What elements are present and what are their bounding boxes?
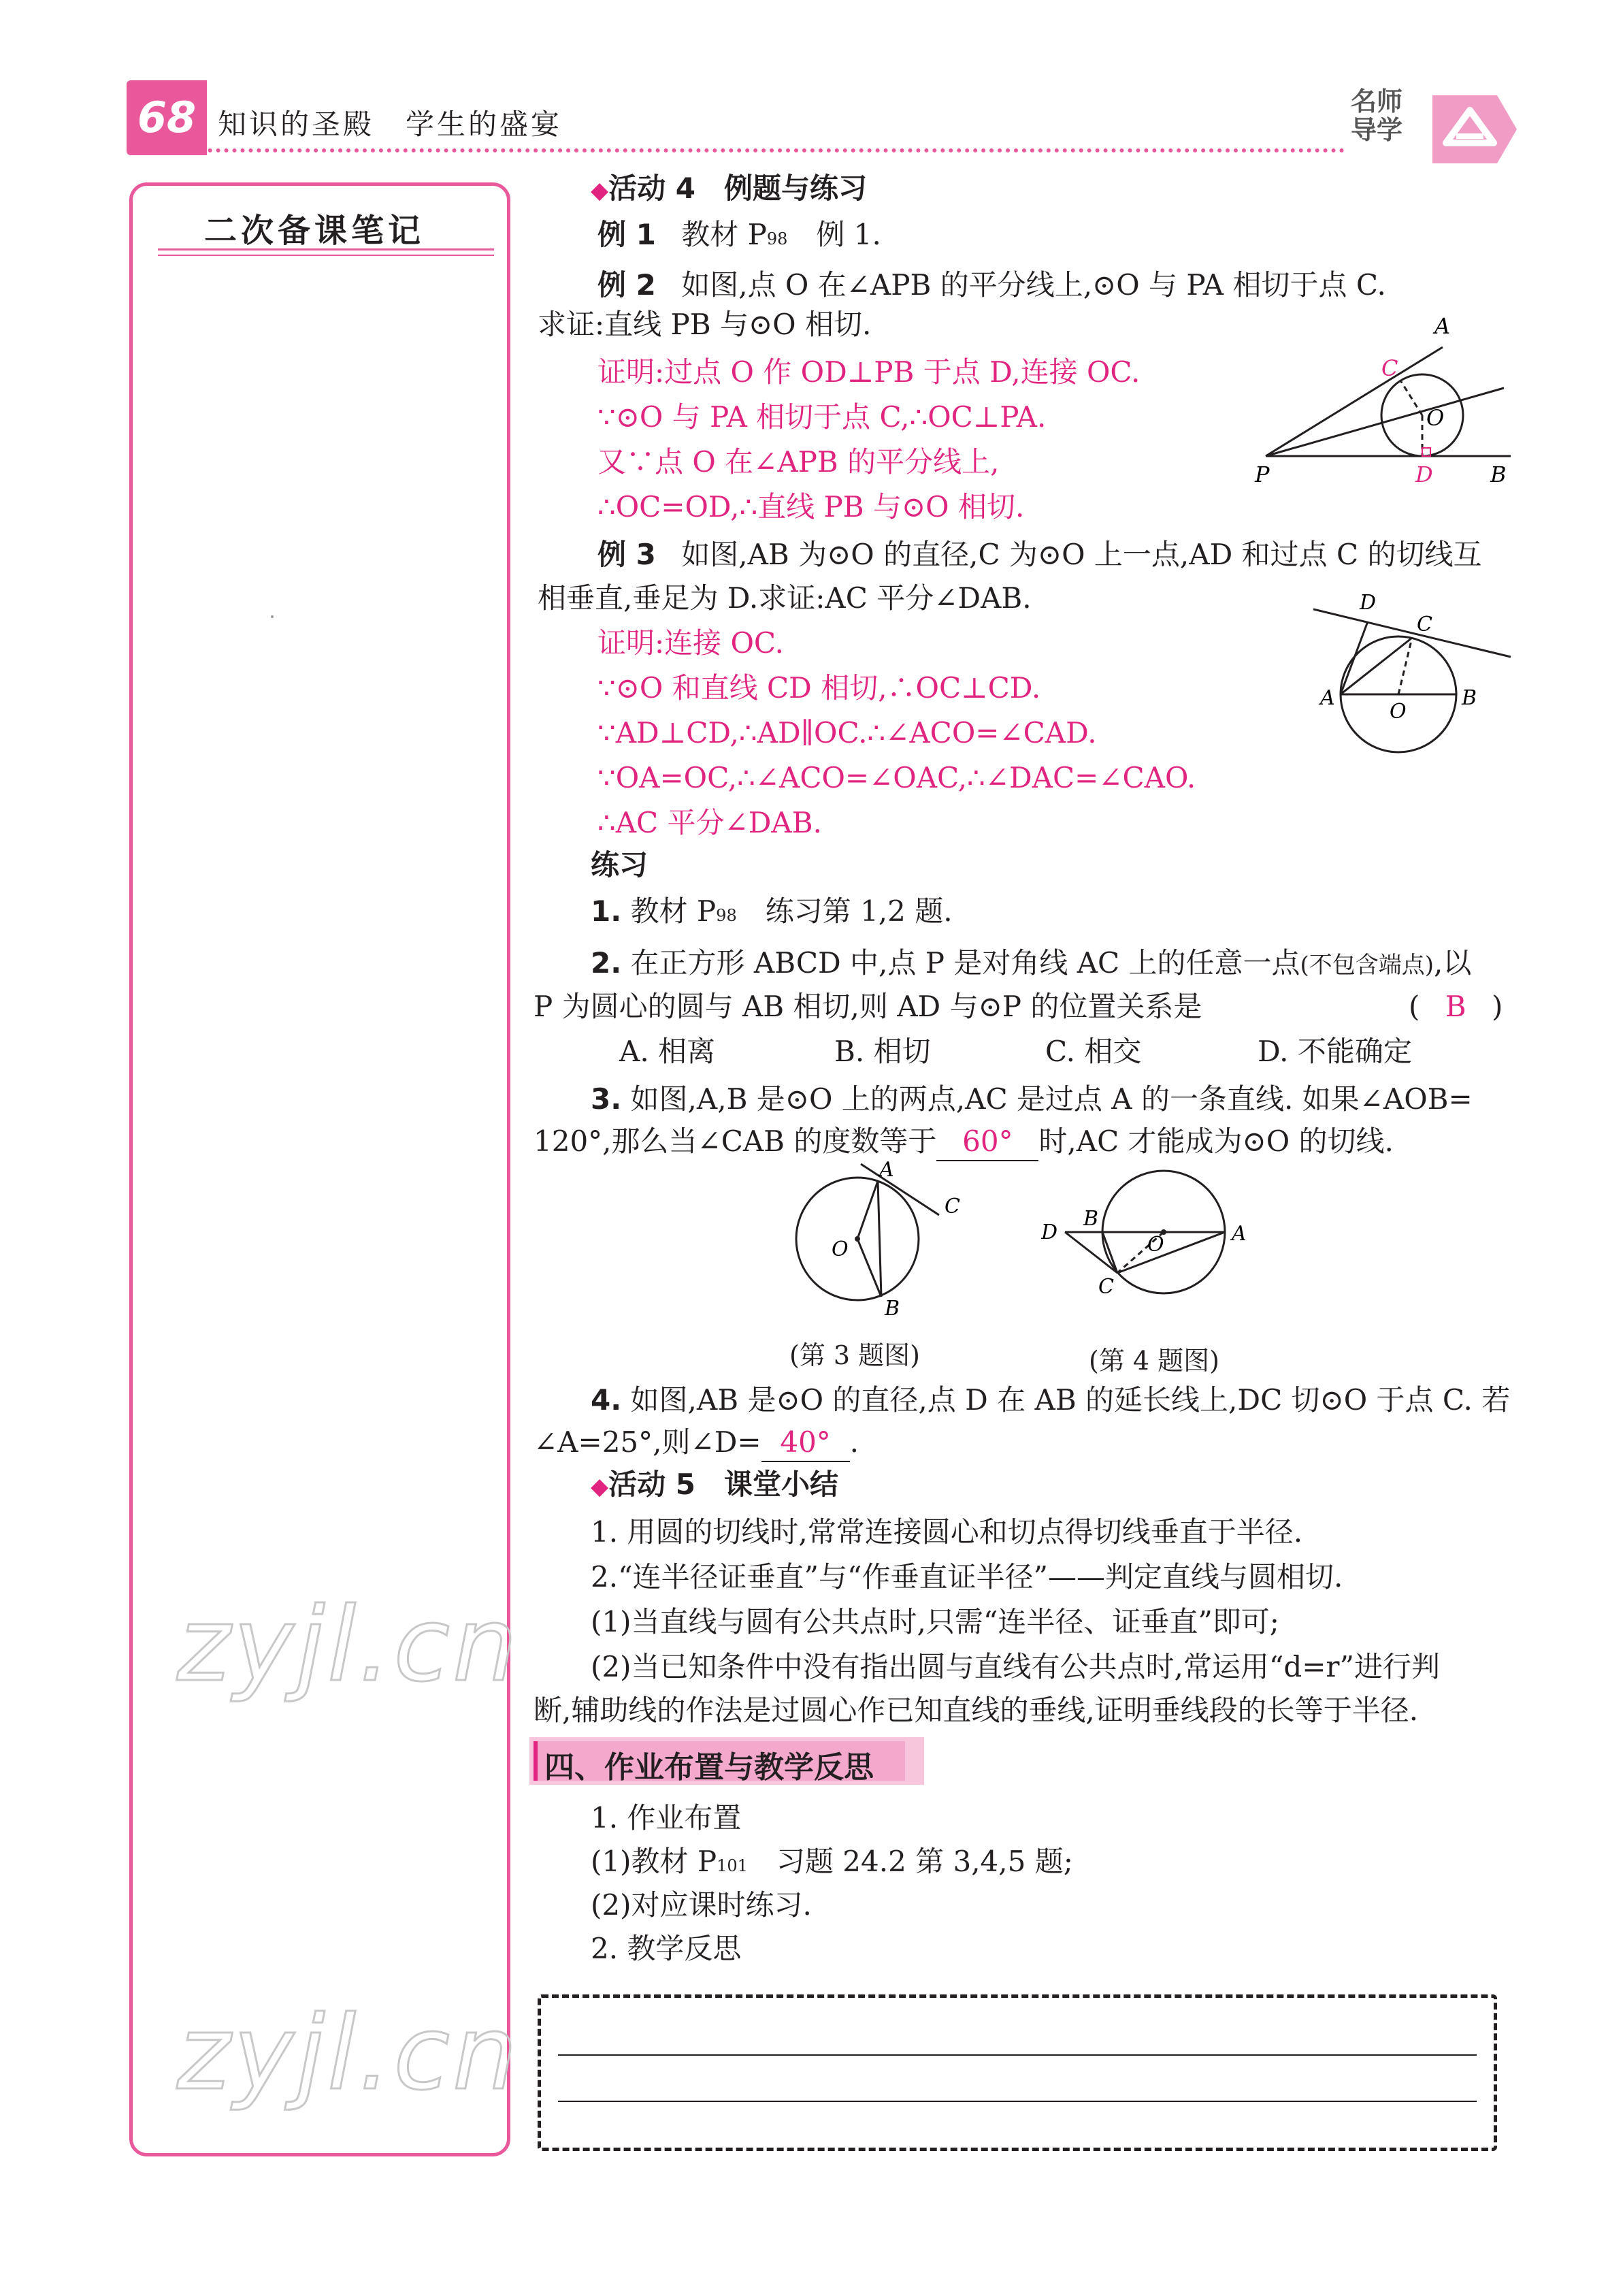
- q2-answer-bracket: ( B ): [1409, 990, 1503, 1023]
- diamond-bullet-icon: ◆: [591, 177, 609, 204]
- practice-q3-line1: 3. 如图,A,B 是⊙O 上的两点,AC 是过点 A 的一条直线. 如果∠AOB=: [591, 1082, 1473, 1116]
- practice-q1: 1. 教材 P98 练习第 1,2 题.: [591, 894, 953, 928]
- label-C: C: [1381, 355, 1398, 381]
- summary-item: 2.“连半径证垂直”与“作垂直证半径”——判定直线与圆相切.: [591, 1560, 1343, 1594]
- reflection-line: [558, 2054, 1477, 2056]
- label-B: B: [885, 1297, 900, 1321]
- q2-option: D. 不能确定: [1258, 1035, 1412, 1068]
- summary-item: 1. 用圆的切线时,常常连接圆心和切点得切线垂直于半径.: [591, 1515, 1303, 1549]
- label-D: D: [1415, 462, 1433, 487]
- example2-figure: [1245, 313, 1517, 497]
- activity4-heading: ◆活动 4 例题与练习: [591, 172, 868, 205]
- sidebar-title-underline: [158, 248, 494, 256]
- label-A: A: [1434, 313, 1451, 339]
- example3-proof-line: ∵⊙O 和直线 CD 相切,∴OC⊥CD.: [597, 671, 1041, 705]
- example2-line2: 求证:直线 PB 与⊙O 相切.: [538, 308, 872, 341]
- reflection-heading: 2. 教学反思: [591, 1932, 742, 1965]
- example2-proof-line: ∵⊙O 与 PA 相切于点 C,∴OC⊥PA.: [597, 400, 1047, 434]
- figure3-caption: (第 3 题图): [789, 1340, 920, 1370]
- brand-logo-icon: [1432, 95, 1517, 163]
- homework-item: (1)教材 P101 习题 24.2 第 3,4,5 题;: [591, 1845, 1073, 1878]
- practice-q4-line2: ∠A=25°,则∠D= 40° .: [534, 1424, 859, 1462]
- example1: 例 1 教材 P98 例 1.: [597, 218, 881, 251]
- example3-line2: 相垂直,垂足为 D.求证:AC 平分∠DAB.: [538, 581, 1032, 615]
- practice-q3-line2: 120°,那么当∠CAB 的度数等于 60° 时,AC 才能成为⊙O 的切线.: [534, 1123, 1394, 1161]
- stray-dot: [271, 615, 274, 618]
- q2-option: B. 相切: [834, 1035, 931, 1068]
- practice-q4-line1: 4. 如图,AB 是⊙O 的直径,点 D 在 AB 的延长线上,DC 切⊙O 于点 C. 若: [591, 1383, 1511, 1417]
- label-B: B: [1462, 686, 1477, 710]
- practice-heading: 练习: [591, 848, 649, 882]
- label-O: O: [1426, 405, 1445, 431]
- label-C: C: [1098, 1275, 1114, 1299]
- activity5-heading: ◆活动 5 课堂小结: [591, 1468, 839, 1501]
- example3-figure: [1313, 582, 1517, 759]
- label-D: D: [1360, 591, 1377, 615]
- q3-answer: 60°: [936, 1123, 1038, 1161]
- watermark: zyjl.cn: [177, 1586, 521, 1704]
- notes-sidebar: [129, 182, 510, 2156]
- label-O: O: [832, 1238, 849, 1261]
- practice-q2-line2: P 为圆心的圆与 AB 相切,则 AD 与⊙P 的位置关系是: [534, 990, 1202, 1023]
- example3-line1: 例 3 如图,AB 为⊙O 的直径,C 为⊙O 上一点,AD 和过点 C 的切线互: [597, 538, 1482, 571]
- section4-heading: 四、作业布置与教学反思: [544, 1750, 874, 1785]
- question4-figure: [1041, 1164, 1266, 1314]
- reflection-line: [558, 2101, 1477, 2102]
- summary-item: 断,辅助线的作法是过圆心作已知直线的垂线,证明垂线段的长等于半径.: [534, 1694, 1419, 1727]
- homework-item: (2)对应课时练习.: [591, 1888, 812, 1922]
- label-B: B: [1083, 1207, 1099, 1231]
- page-number: 68: [127, 80, 207, 155]
- homework-heading: 1. 作业布置: [591, 1801, 742, 1834]
- q2-option: C. 相交: [1045, 1035, 1142, 1068]
- summary-item: (1)当直线与圆有公共点时,只需“连半径、证垂直”即可;: [591, 1605, 1279, 1638]
- reflection-box: [538, 1994, 1497, 2151]
- label-D: D: [1041, 1220, 1058, 1244]
- example3-proof-line: 证明:连接 OC.: [597, 626, 784, 660]
- figure4-caption: (第 4 题图): [1089, 1346, 1219, 1376]
- label-P: P: [1255, 462, 1270, 487]
- sidebar-title: 二次备课笔记: [204, 212, 425, 250]
- label-O: O: [1147, 1233, 1164, 1257]
- example3-proof-line: ∵OA=OC,∴∠ACO=∠OAC,∴∠DAC=∠CAO.: [597, 761, 1196, 794]
- watermark: zyjl.cn: [177, 1994, 521, 2113]
- summary-item: (2)当已知条件中没有指出圆与直线有公共点时,常运用“d=r”进行判: [591, 1650, 1440, 1683]
- label-A: A: [879, 1158, 894, 1182]
- example3-proof-line: ∴AC 平分∠DAB.: [597, 806, 822, 839]
- label-B: B: [1490, 462, 1507, 487]
- header-slogan: 知识的圣殿 学生的盛宴: [218, 108, 563, 141]
- example2-line1: 例 2 如图,点 O 在∠APB 的平分线上,⊙O 与 PA 相切于点 C.: [597, 268, 1386, 302]
- diamond-bullet-icon: ◆: [591, 1473, 609, 1500]
- label-O: O: [1390, 700, 1407, 724]
- question3-figure: [783, 1157, 987, 1321]
- label-C: C: [945, 1195, 960, 1218]
- example2-proof-line: ∴OC=OD,∴直线 PB 与⊙O 相切.: [597, 490, 1025, 523]
- q2-option: A. 相离: [619, 1035, 716, 1068]
- example3-proof-line: ∵AD⊥CD,∴AD∥OC.∴∠ACO=∠CAD.: [597, 716, 1097, 749]
- q2-answer: B: [1445, 990, 1466, 1023]
- brand-name: 名师导学: [1351, 86, 1403, 145]
- practice-q2-line1: 2. 在正方形 ABCD 中,点 P 是对角线 AC 上的任意一点(不包含端点),以: [591, 946, 1472, 980]
- example2-proof-line: 证明:过点 O 作 OD⊥PB 于点 D,连接 OC.: [597, 355, 1141, 389]
- q4-answer: 40°: [761, 1424, 850, 1462]
- example2-proof-line: 又∵点 O 在∠APB 的平分线上,: [597, 445, 1000, 479]
- header-divider: [127, 148, 1345, 152]
- label-C: C: [1417, 613, 1432, 636]
- label-A: A: [1232, 1222, 1247, 1246]
- label-A: A: [1320, 686, 1335, 710]
